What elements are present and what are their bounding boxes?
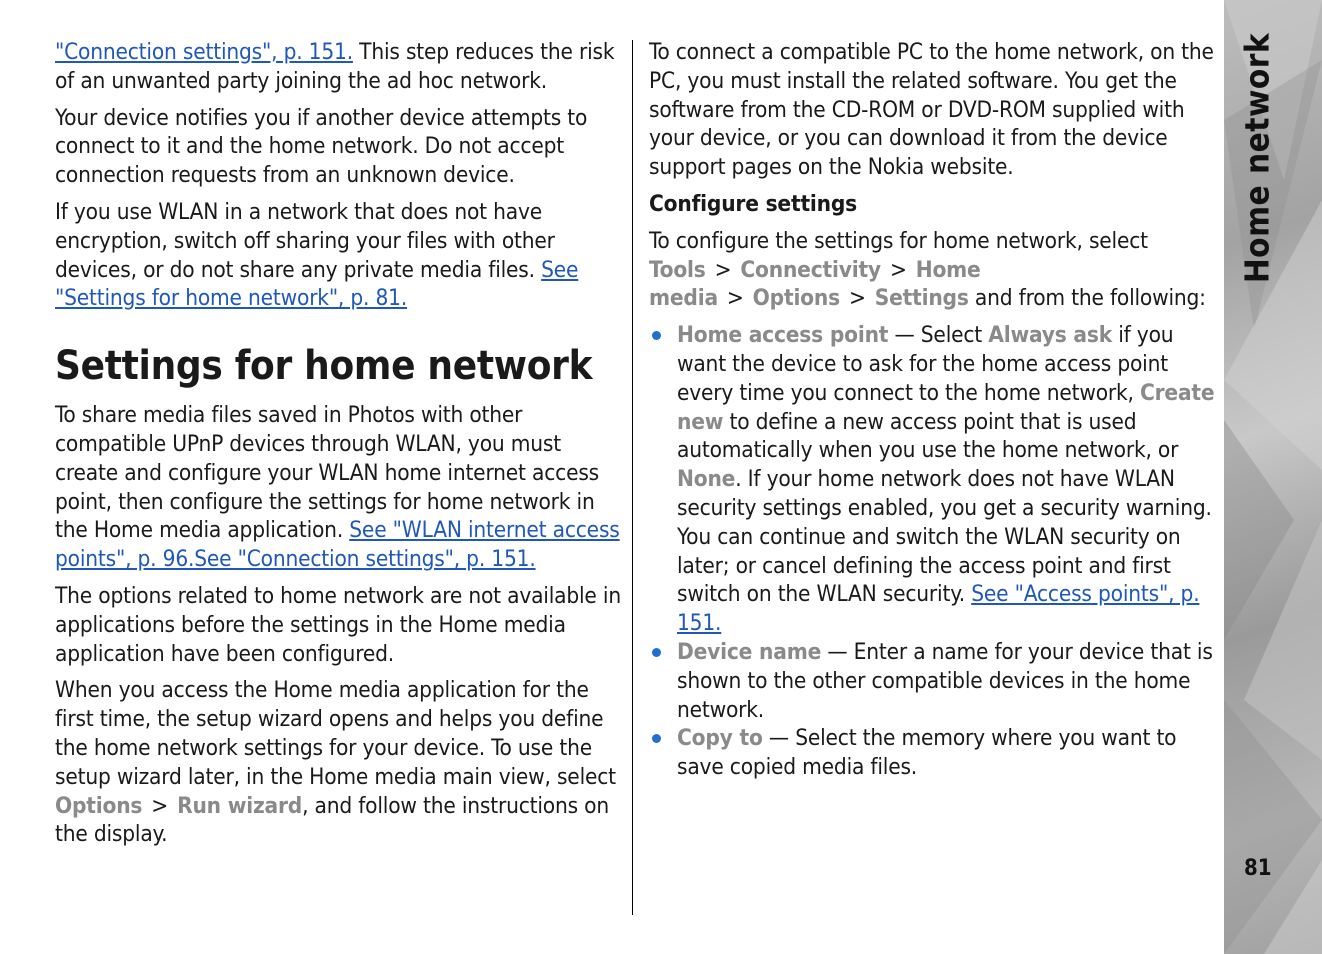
ui-term-create-new: Create new (677, 379, 1215, 435)
item-text: . If your home network does not have WLAN security settings enabled, you get a security warning. You can continue and switch the WLAN security on later; or cancel defining the access point and first switch on the WLAN security. (677, 466, 1212, 608)
paragraph-text: To share media files saved in Photos with other compatible UPnP devices through WLAN, you must create and configure your WLAN home internet access point, then configure the settings for home network in the Home media application. (55, 402, 600, 544)
ui-term-options: Options (55, 792, 143, 819)
ui-term-options: Options (752, 285, 840, 312)
ui-term-none: None (677, 466, 736, 493)
list-item (649, 724, 1215, 782)
access-points-link[interactable]: See "Access points", p. 151. (677, 581, 1200, 637)
ui-term-home-media: Home media (649, 256, 981, 312)
chapter-title (1233, 32, 1281, 284)
paragraph-text: , and follow the instructions on the display. (55, 792, 609, 848)
ui-term-run-wizard: Run wizard (177, 792, 303, 819)
paragraph-text: If you use WLAN in a network that does not have encryption, switch off sharing your files with other devices, or do not share any private media files. (55, 198, 555, 283)
list-item (649, 321, 1215, 638)
left-column (55, 38, 621, 857)
settings-home-network-link[interactable]: See "Settings for home network", p. 81. (55, 256, 579, 312)
subheading: Configure settings (649, 190, 858, 217)
ui-term-tools: Tools (649, 256, 706, 283)
ui-term-connectivity: Connectivity (740, 256, 881, 283)
ui-term-settings: Settings (874, 285, 969, 312)
list-item (649, 638, 1215, 724)
path-separator: > (889, 256, 907, 283)
chapter-title-text: Home network (1237, 32, 1277, 284)
paragraph (55, 198, 621, 313)
paragraph-text: This step reduces the risk of an unwanted party joining the ad hoc network. (55, 39, 615, 94)
item-text: to define a new access point that is used automatically when you use the home network, or (677, 408, 1179, 464)
ui-term-device-name: Device name (677, 638, 822, 665)
settings-list (649, 321, 1215, 782)
paragraph (55, 38, 621, 96)
path-separator: > (726, 285, 744, 312)
path-separator: > (151, 792, 169, 819)
item-text: — Enter a name for your device that is shown to the other compatible devices in the home network. (677, 638, 1213, 723)
paragraph-text: and from the following: (968, 285, 1206, 312)
ui-term-home-access-point: Home access point (677, 322, 889, 349)
item-text: if you want the device to ask for the home access point every time you connect to the home network, (677, 322, 1174, 406)
ui-term-always-ask: Always ask (988, 322, 1112, 349)
paragraph (649, 227, 1215, 313)
paragraph-text: When you access the Home media application for the first time, the setup wizard opens and helps you define the home network settings for your device. To use the setup wizard later, in the Home media main view, select (55, 677, 616, 790)
wlan-access-points-link[interactable]: See "WLAN internet access points", p. 96.See "Connection settings", p. 151. (55, 517, 620, 573)
ui-term-copy-to: Copy to (677, 725, 763, 752)
path-separator: > (848, 285, 866, 312)
bullet-icon (652, 734, 661, 743)
bullet-icon (652, 648, 661, 657)
item-text: — Select (888, 322, 989, 349)
connection-settings-link[interactable]: "Connection settings", p. 151. (55, 39, 353, 65)
path-separator: > (714, 256, 732, 283)
item-text: — Select the memory where you want to save copied media files. (677, 725, 1177, 781)
paragraph: To connect a compatible PC to the home network, on the PC, you must install the related software. You get the software from the CD-ROM or DVD-ROM supplied with your device, or you can download it from the device support pages on the Nokia website. (649, 39, 1214, 181)
column-divider (632, 40, 633, 915)
bullet-icon (652, 331, 661, 340)
right-column (649, 38, 1215, 782)
section-heading: Settings for home network (55, 343, 593, 390)
page-number: 81 (1244, 856, 1272, 881)
paragraph (55, 676, 621, 849)
paragraph: Your device notifies you if another device attempts to connect to it and the home network. Do not accept connection requests from an unknown device. (55, 104, 588, 189)
paragraph (55, 401, 621, 574)
paragraph: The options related to home network are not available in applications before the settings in the Home media application have been configured. (55, 582, 621, 667)
paragraph-text: To configure the settings for home network, select (649, 227, 1148, 254)
